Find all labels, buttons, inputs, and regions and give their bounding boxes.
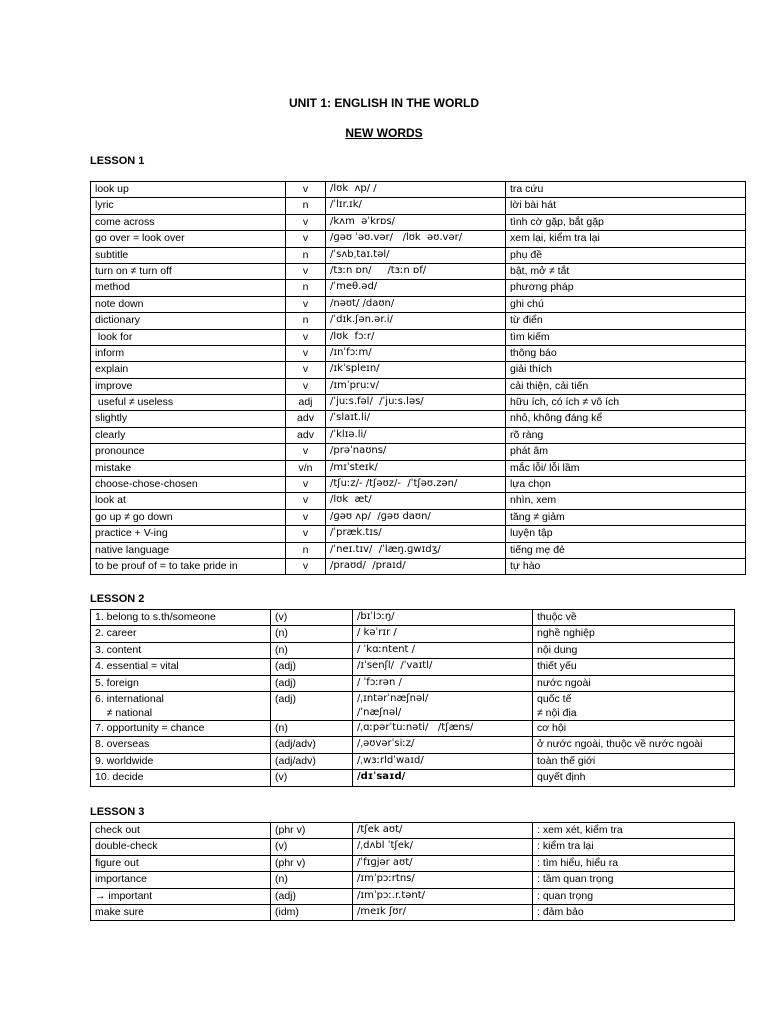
table-row (91, 395, 746, 411)
ipa-cell: /ˈmeθ.əd/ (326, 280, 506, 296)
table-row (91, 362, 746, 378)
ipa-cell: /ɪmˈpɔːrtns/ (353, 872, 533, 888)
word-cell: check out (91, 823, 271, 839)
ipa-cell: /ɪnˈfɔːm/ (326, 345, 506, 361)
ipa-cell: /praʊd/ /praɪd/ (326, 558, 506, 574)
word-cell: 4. essential = vital (91, 659, 271, 675)
word-type-cell: (phr v) (271, 855, 353, 871)
table-row (91, 753, 735, 769)
table-row (91, 770, 735, 786)
table-row (91, 231, 746, 247)
table-row (91, 313, 746, 329)
word-type-cell: (adj) (271, 691, 353, 720)
meaning-cell: : quan trọng (533, 888, 735, 904)
table-row (91, 542, 746, 558)
ipa-cell: /prəˈnaʊns/ (326, 444, 506, 460)
word-cell: → important (91, 888, 271, 904)
word-type-cell: v (286, 329, 326, 345)
word-cell: explain (91, 362, 286, 378)
ipa-cell: /lʊk æt/ (326, 493, 506, 509)
ipa-cell: /ɪmˈpruːv/ (326, 378, 506, 394)
ipa-cell: /ˈdɪk.ʃən.ər.i/ (326, 313, 506, 329)
word-type-cell: (adj/adv) (271, 737, 353, 753)
meaning-cell: thuộc về (533, 610, 735, 626)
ipa-cell: /ˈneɪ.tɪv/ /ˈlæŋ.ɡwɪdʒ/ (326, 542, 506, 558)
meaning-cell: quyết định (533, 770, 735, 786)
word-type-cell: v (286, 444, 326, 460)
ipa-cell: /ˌdʌbl ˈtʃek/ (353, 839, 533, 855)
word-cell: useful ≠ useless (91, 395, 286, 411)
word-type-cell: n (286, 198, 326, 214)
word-type-cell: (v) (271, 610, 353, 626)
ipa-cell: /ˌwɜːrldˈwaɪd/ (353, 753, 533, 769)
table-row (91, 610, 735, 626)
meaning-cell: nội dung (533, 642, 735, 658)
lesson-2-table (90, 609, 735, 787)
meaning-cell: bật, mở ≠ tắt (506, 263, 746, 279)
meaning-cell: phát âm (506, 444, 746, 460)
table-row (91, 280, 746, 296)
word-cell: come across (91, 214, 286, 230)
word-type-cell: n (286, 542, 326, 558)
meaning-cell: lời bài hát (506, 198, 746, 214)
word-cell: figure out (91, 855, 271, 871)
ipa-cell: /ˈlɪr.ɪk/ (326, 198, 506, 214)
word-type-cell: v (286, 362, 326, 378)
table-row (91, 675, 735, 691)
table-row (91, 823, 735, 839)
ipa-cell: /meɪk ʃʊr/ (353, 904, 533, 920)
meaning-cell: mắc lỗi/ lỗi lầm (506, 460, 746, 476)
ipa-cell: /tʃuːz/- /tʃəʊz/- /ˈtʃəʊ.zən/ (326, 477, 506, 493)
ipa-cell: /ˌɪntərˈnæʃnəl/ /ˈnæʃnəl/ (353, 691, 533, 720)
table-row (91, 720, 735, 736)
ipa-cell: /ɡəʊ ʌp/ /ɡəʊ daʊn/ (326, 509, 506, 525)
table-row (91, 737, 735, 753)
table-row (91, 509, 746, 525)
ipa-cell: /kʌm əˈkrɒs/ (326, 214, 506, 230)
table-row (91, 839, 735, 855)
word-type-cell: (v) (271, 839, 353, 855)
table-row (91, 182, 746, 198)
meaning-cell: : đảm bảo (533, 904, 735, 920)
word-type-cell: (n) (271, 872, 353, 888)
table-row (91, 855, 735, 871)
word-type-cell: n (286, 247, 326, 263)
ipa-cell: / ˈfɔːrən / (353, 675, 533, 691)
lesson-1-table (90, 181, 746, 575)
word-cell: choose-chose-chosen (91, 477, 286, 493)
lesson-2-label: LESSON 2 (90, 593, 145, 605)
ipa-cell: /ˈklɪə.li/ (326, 427, 506, 443)
table-row (91, 263, 746, 279)
meaning-cell: hữu ích, có ích ≠ vô ích (506, 395, 746, 411)
ipa-cell: /ˈfɪɡjər aʊt/ (353, 855, 533, 871)
word-type-cell: (v) (271, 770, 353, 786)
word-type-cell: v (286, 263, 326, 279)
ipa-cell: / kəˈrɪr / (353, 626, 533, 642)
word-type-cell: (adj) (271, 675, 353, 691)
new-words-heading: NEW WORDS (345, 126, 423, 140)
meaning-cell: luyện tập (506, 526, 746, 542)
word-cell: pronounce (91, 444, 286, 460)
ipa-cell: /ɪˈsenʃl/ /ˈvaɪtl/ (353, 659, 533, 675)
table-row (91, 691, 735, 720)
meaning-cell: nghề nghiệp (533, 626, 735, 642)
word-cell: 10. decide (91, 770, 271, 786)
ipa-cell: /ˈsʌbˌtaɪ.təl/ (326, 247, 506, 263)
word-cell: clearly (91, 427, 286, 443)
meaning-cell: phương pháp (506, 280, 746, 296)
table-row (91, 626, 735, 642)
meaning-cell: : xem xét, kiểm tra (533, 823, 735, 839)
word-cell: subtitle (91, 247, 286, 263)
word-cell: 6. international ≠ national (91, 691, 271, 720)
ipa-cell: /ɪmˈpɔː.r.tənt/ (353, 888, 533, 904)
ipa-cell: /ˈpræk.tɪs/ (326, 526, 506, 542)
ipa-cell: /ˌəʊvərˈsiːz/ (353, 737, 533, 753)
meaning-cell: toàn thế giới (533, 753, 735, 769)
word-cell: double-check (91, 839, 271, 855)
word-cell: 5. foreign (91, 675, 271, 691)
word-type-cell: v (286, 378, 326, 394)
meaning-cell: tình cờ gặp, bắt gặp (506, 214, 746, 230)
table-row (91, 642, 735, 658)
word-cell: look up (91, 182, 286, 198)
meaning-cell: cơ hội (533, 720, 735, 736)
table-row (91, 904, 735, 920)
word-type-cell: v (286, 526, 326, 542)
word-type-cell: v (286, 231, 326, 247)
word-cell: inform (91, 345, 286, 361)
word-type-cell: (n) (271, 720, 353, 736)
meaning-cell: tăng ≠ giảm (506, 509, 746, 525)
lesson-1-label: LESSON 1 (90, 155, 145, 167)
meaning-cell: thiết yếu (533, 659, 735, 675)
meaning-cell: rõ ràng (506, 427, 746, 443)
word-type-cell: (adj) (271, 888, 353, 904)
word-type-cell: (adj) (271, 659, 353, 675)
word-cell: look for (91, 329, 286, 345)
lesson-3-label: LESSON 3 (90, 806, 145, 818)
lesson-3-table (90, 822, 735, 921)
word-cell: importance (91, 872, 271, 888)
word-type-cell: v (286, 182, 326, 198)
table-row (91, 872, 735, 888)
word-type-cell: v (286, 558, 326, 574)
word-type-cell: n (286, 313, 326, 329)
word-cell: note down (91, 296, 286, 312)
word-cell: 3. content (91, 642, 271, 658)
meaning-cell: : tầm quan trọng (533, 872, 735, 888)
word-type-cell: v (286, 493, 326, 509)
word-type-cell: v (286, 296, 326, 312)
table-row (91, 345, 746, 361)
ipa-cell: / ˈkɑːntent / (353, 642, 533, 658)
word-type-cell: (adj/adv) (271, 753, 353, 769)
table-row (91, 378, 746, 394)
word-type-cell: (n) (271, 626, 353, 642)
meaning-cell: : kiểm tra lại (533, 839, 735, 855)
word-type-cell: adv (286, 411, 326, 427)
table-row (91, 411, 746, 427)
word-cell: native language (91, 542, 286, 558)
ipa-cell: /tɜːn ɒn/ /tɜːn ɒf/ (326, 263, 506, 279)
word-cell: 1. belong to s.th/someone (91, 610, 271, 626)
meaning-cell: : tìm hiểu, hiểu ra (533, 855, 735, 871)
meaning-cell: quốc tế ≠ nội địa (533, 691, 735, 720)
word-type-cell: v (286, 509, 326, 525)
word-type-cell: adj (286, 395, 326, 411)
ipa-cell: /ɪkˈspleɪn/ (326, 362, 506, 378)
meaning-cell: giải thích (506, 362, 746, 378)
word-cell: lyric (91, 198, 286, 214)
word-cell: make sure (91, 904, 271, 920)
word-cell: mistake (91, 460, 286, 476)
word-cell: method (91, 280, 286, 296)
word-cell: dictionary (91, 313, 286, 329)
ipa-cell: /bɪˈlɔːŋ/ (353, 610, 533, 626)
ipa-cell: /ˈjuːs.fəl/ /ˈjuːs.ləs/ (326, 395, 506, 411)
word-type-cell: adv (286, 427, 326, 443)
meaning-cell: tìm kiếm (506, 329, 746, 345)
word-cell: improve (91, 378, 286, 394)
meaning-cell: tự hào (506, 558, 746, 574)
ipa-cell: /ˈslaɪt.li/ (326, 411, 506, 427)
meaning-cell: tra cứu (506, 182, 746, 198)
word-cell: go over = look over (91, 231, 286, 247)
word-type-cell: v (286, 477, 326, 493)
table-row (91, 477, 746, 493)
table-row (91, 198, 746, 214)
word-type-cell: (n) (271, 642, 353, 658)
word-type-cell: n (286, 280, 326, 296)
meaning-cell: từ điển (506, 313, 746, 329)
meaning-cell: thông báo (506, 345, 746, 361)
ipa-cell: /nəʊt/ /daʊn/ (326, 296, 506, 312)
meaning-cell: ghi chú (506, 296, 746, 312)
word-cell: slightly (91, 411, 286, 427)
ipa-cell: /lʊk fɔːr/ (326, 329, 506, 345)
table-row (91, 444, 746, 460)
word-cell: practice + V-ing (91, 526, 286, 542)
table-row (91, 493, 746, 509)
word-cell: 8. overseas (91, 737, 271, 753)
table-row (91, 526, 746, 542)
meaning-cell: lựa chọn (506, 477, 746, 493)
table-row (91, 329, 746, 345)
meaning-cell: phụ đề (506, 247, 746, 263)
ipa-cell: /dɪˈsaɪd/ (353, 770, 533, 786)
table-row (91, 214, 746, 230)
ipa-cell: /ˌɑːpərˈtuːnəti/ /tʃæns/ (353, 720, 533, 736)
table-row (91, 296, 746, 312)
meaning-cell: nhỏ, không đáng kể (506, 411, 746, 427)
table-row (91, 659, 735, 675)
table-row (91, 427, 746, 443)
word-type-cell: (phr v) (271, 823, 353, 839)
meaning-cell: cải thiện, cải tiến (506, 378, 746, 394)
ipa-cell: /mɪˈsteɪk/ (326, 460, 506, 476)
word-cell: 2. career (91, 626, 271, 642)
meaning-cell: xem lại, kiểm tra lại (506, 231, 746, 247)
ipa-cell: /tʃek aʊt/ (353, 823, 533, 839)
meaning-cell: nước ngoài (533, 675, 735, 691)
unit-title: UNIT 1: ENGLISH IN THE WORLD (289, 96, 479, 110)
word-type-cell: v/n (286, 460, 326, 476)
table-row (91, 247, 746, 263)
word-cell: to be prouf of = to take pride in (91, 558, 286, 574)
ipa-cell: /ɡəʊ ˈəʊ.vər/ /lʊk əʊ.vər/ (326, 231, 506, 247)
word-cell: 7. opportunity = chance (91, 720, 271, 736)
word-cell: look at (91, 493, 286, 509)
meaning-cell: tiếng mẹ đẻ (506, 542, 746, 558)
meaning-cell: ở nước ngoài, thuộc về nước ngoài (533, 737, 735, 753)
ipa-cell: /lʊk ʌp/ / (326, 182, 506, 198)
word-type-cell: v (286, 345, 326, 361)
word-cell: 9. worldwide (91, 753, 271, 769)
table-row (91, 558, 746, 574)
word-type-cell: (idm) (271, 904, 353, 920)
word-type-cell: v (286, 214, 326, 230)
table-row (91, 888, 735, 904)
word-cell: turn on ≠ turn off (91, 263, 286, 279)
meaning-cell: nhìn, xem (506, 493, 746, 509)
word-cell: go up ≠ go down (91, 509, 286, 525)
table-row (91, 460, 746, 476)
